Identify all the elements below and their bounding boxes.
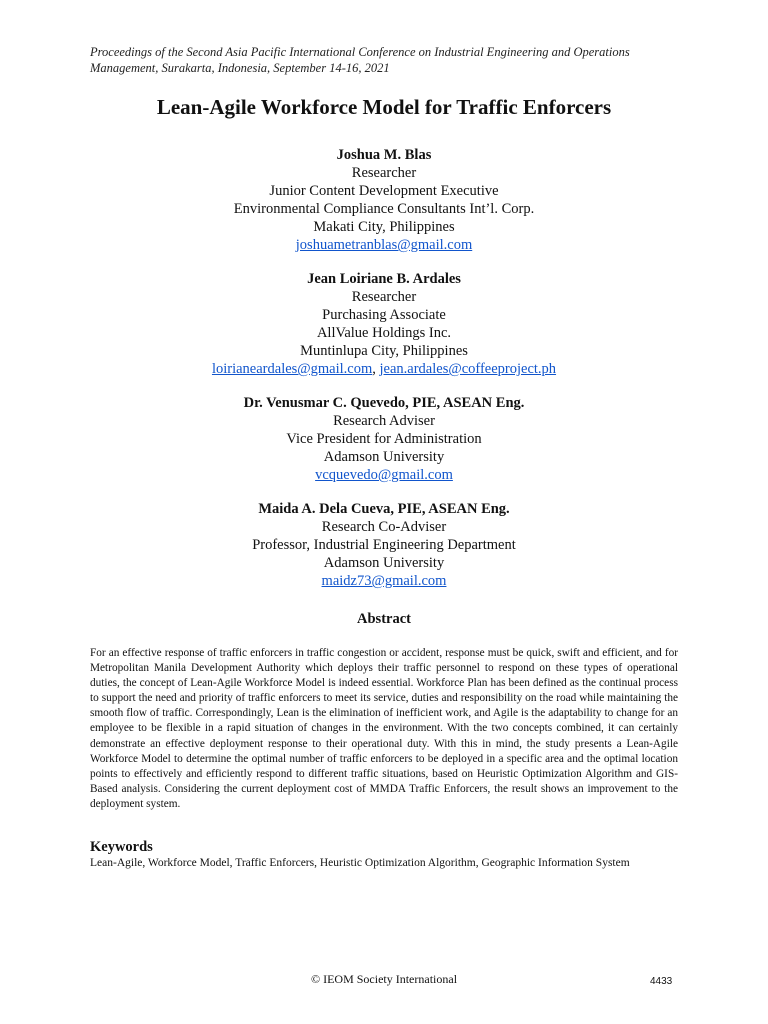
author-email-link[interactable]: loirianeardales@gmail.com [211, 361, 373, 377]
author-block [0, 146, 768, 254]
paper-title: Lean-Agile Workforce Model for Traffic Enforcers [156, 95, 612, 119]
page-number: 4433 [650, 976, 673, 987]
keywords-text: Lean-Agile, Workforce Model, Traffic Enforcers, Heuristic Optimization Algorithm, Geographic Information System [90, 857, 630, 869]
author-email-line [0, 466, 768, 484]
author-affiliation-line: Makati City, Philippines [313, 219, 455, 235]
header-line-2: Management, Surakarta, Indonesia, September 14-16, 2021 [90, 61, 390, 75]
author-affiliation-line: Muntinlupa City, Philippines [300, 343, 468, 359]
author-affiliation-line: Research Co-Adviser [321, 519, 447, 535]
keywords-heading: Keywords [90, 839, 153, 855]
author-affiliation-line: Purchasing Associate [322, 307, 446, 323]
header-line-1: Proceedings of the Second Asia Pacific International Conference on Industrial Engineering and Operations [90, 45, 630, 59]
author-email-line [0, 236, 768, 254]
author-affiliation-line: Adamson University [323, 555, 445, 571]
author-affiliation-line: Professor, Industrial Engineering Department [252, 537, 516, 553]
author-block [0, 500, 768, 590]
author-email-line [0, 360, 768, 378]
author-affiliation-line: Environmental Compliance Consultants Int’l. Corp. [233, 201, 535, 217]
author-email-link[interactable]: joshuametranblas@gmail.com [295, 237, 473, 253]
author-email-link[interactable]: jean.ardales@coffeeproject.ph [379, 361, 557, 377]
author-affiliation-line: Vice President for Administration [286, 431, 482, 447]
email-separator: , [372, 361, 380, 377]
abstract-text: For an effective response of traffic enforcers in traffic congestion or accident, response must be quick, swift and efficient, and for Metropolitan Manila Development Authority which deploys their traffic personnel to respond on these types of operational duties, the concept of Lean-Agile Workforce Model is indeed essential. Workforce Plan has been defined as the continual process to support the need and priority of traffic enforcers to meet its service, duties and responsibility on the road while maintaining the smooth flow of traffic. Correspondingly, Lean is the elimination of inefficient work, and Agile is the adaptability to change for an employee to be flexible in a rapid situation of changes in the environment. With the two concepts combined, it can certainly demonstrate an effective deployment response to their operational duty. With this in mind, the study presents a Lean-Agile Workforce Model to determine the optimal number of traffic enforcers to be deployed in a specific area and the optimal location points to effectively and efficiently respond to different traffic situations, based on Heuristic Optimization Algorithm and GIS- Based analysis. Considering the current deployment cost of MMDA Traffic Enforcers, the result shows an improvement to the deployment system. [90, 647, 678, 810]
author-name: Joshua M. Blas [336, 147, 432, 163]
author-affiliation-line: Research Adviser [333, 413, 435, 429]
author-affiliation-line: AllValue Holdings Inc. [316, 325, 452, 341]
author-name: Jean Loiriane B. Ardales [307, 271, 461, 287]
copyright-footer: © IEOM Society International [310, 972, 458, 986]
author-email-link[interactable]: maidz73@gmail.com [321, 573, 447, 589]
author-affiliation-line: Junior Content Development Executive [269, 183, 499, 199]
author-affiliation-line: Researcher [351, 289, 417, 305]
author-list [0, 146, 768, 606]
author-affiliation-line: Researcher [351, 165, 417, 181]
abstract-heading: Abstract [357, 611, 411, 627]
author-block [0, 270, 768, 378]
author-affiliation-line: Adamson University [323, 449, 445, 465]
author-email-link[interactable]: vcquevedo@gmail.com [315, 467, 453, 483]
author-name: Maida A. Dela Cueva, PIE, ASEAN Eng. [258, 501, 510, 517]
author-name: Dr. Venusmar C. Quevedo, PIE, ASEAN Eng. [243, 395, 525, 411]
proceedings-header [90, 44, 690, 76]
author-block [0, 394, 768, 484]
author-email-line [0, 572, 768, 590]
